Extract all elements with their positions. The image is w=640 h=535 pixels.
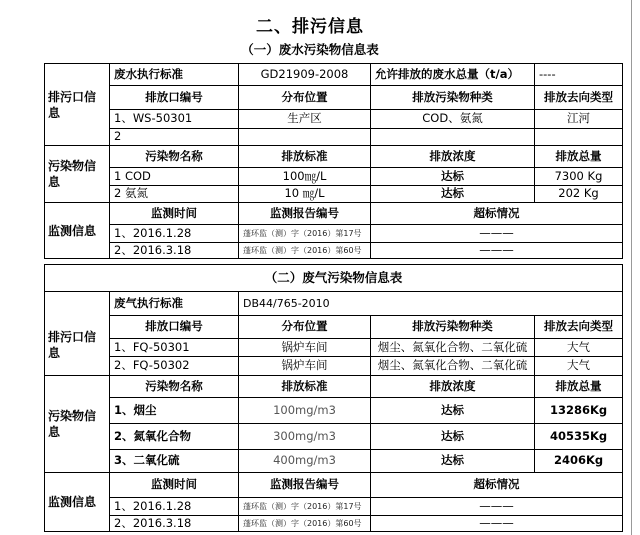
- page-edge-line: [631, 0, 632, 535]
- pollutant-name: 3、二氧化硫: [110, 450, 239, 473]
- monitor-exceedance: ———: [371, 225, 623, 243]
- outlet-destination: 江河: [535, 110, 623, 129]
- std-value: GD21909-2008: [239, 64, 371, 86]
- column-header: 排放标准: [239, 376, 371, 398]
- page-title: 二、排污信息: [256, 17, 364, 37]
- outlet-location: 锅炉车间: [239, 339, 371, 357]
- table-row: [45, 225, 623, 243]
- pollutant-name: 1 COD: [110, 168, 239, 186]
- wastewater-table: [44, 63, 623, 259]
- column-header: 排放口编号: [110, 316, 239, 339]
- pollutant-total: 2406Kg: [535, 450, 623, 473]
- column-header: 监测时间: [110, 203, 239, 225]
- table-row: [45, 424, 623, 450]
- pollutant-name: 2 氨氮: [110, 186, 239, 203]
- monitor-exceedance: ———: [371, 516, 623, 532]
- outlet-destination: [535, 129, 623, 146]
- section-outlet-info: 排污口信息: [45, 64, 110, 146]
- pollutant-name: 1、烟尘: [110, 398, 239, 424]
- exhaust-gas-table-title: （二）废气污染物信息表: [45, 265, 623, 292]
- table-row: [45, 168, 623, 186]
- outlet-id: 2、FQ-50302: [110, 357, 239, 376]
- outlet-pollutants: COD、氨氮: [371, 110, 535, 129]
- wastewater-table-title: （一）废水污染物信息表: [241, 42, 379, 57]
- column-header: 排放浓度: [371, 146, 535, 168]
- monitor-date: 2、2016.3.18: [110, 243, 239, 259]
- table-row: [45, 110, 623, 129]
- column-header: 监测时间: [110, 473, 239, 498]
- column-header: 分布位置: [239, 316, 371, 339]
- table-row: [45, 357, 623, 376]
- table-row: [45, 129, 623, 146]
- pollutant-standard: 10 ㎎/L: [239, 186, 371, 203]
- column-header: 超标情况: [371, 473, 623, 498]
- pollutant-standard: 400mg/m3: [239, 450, 371, 473]
- monitor-report-number: 蓬环监（测）字（2016）第17号: [239, 498, 371, 516]
- monitor-exceedance: ———: [371, 243, 623, 259]
- monitor-date: 1、2016.1.28: [110, 225, 239, 243]
- pollutant-concentration: 达标: [371, 424, 535, 450]
- table-row: [45, 339, 623, 357]
- outlet-location: 锅炉车间: [239, 357, 371, 376]
- std-label: 废气执行标准: [110, 292, 239, 316]
- table-row: [45, 186, 623, 203]
- monitor-report-number: 蓬环监（测）字（2016）第60号: [239, 516, 371, 532]
- outlet-destination: 大气: [535, 339, 623, 357]
- monitor-date: 2、2016.3.18: [110, 516, 239, 532]
- std-label: 废水执行标准: [110, 64, 239, 86]
- column-header: 排放总量: [535, 146, 623, 168]
- column-header: 排放总量: [535, 376, 623, 398]
- section-monitoring-info: 监测信息: [45, 203, 110, 259]
- column-header: 排放去向类型: [535, 86, 623, 110]
- section-pollutant-info: 污染物信息: [45, 376, 110, 473]
- outlet-pollutants: [371, 129, 535, 146]
- column-header: 监测报告编号: [239, 203, 371, 225]
- section-pollutant-info: 污染物信息: [45, 146, 110, 203]
- column-header: 排放标准: [239, 146, 371, 168]
- table-row: [45, 516, 623, 532]
- column-header: 排放浓度: [371, 376, 535, 398]
- column-header: 污染物名称: [110, 146, 239, 168]
- column-header: 排放污染物种类: [371, 86, 535, 110]
- table-row: [45, 398, 623, 424]
- outlet-location: 生产区: [239, 110, 371, 129]
- pollutant-concentration: 达标: [371, 186, 535, 203]
- pollutant-concentration: 达标: [371, 168, 535, 186]
- pollutant-total: 202 Kg: [535, 186, 623, 203]
- pollutant-total: 13286Kg: [535, 398, 623, 424]
- monitor-report-number: 蓬环监（测）字（2016）第17号: [239, 225, 371, 243]
- pollutant-name: 2、氮氧化合物: [110, 424, 239, 450]
- allowed-total-label: 允许排放的废水总量（t/a）: [371, 64, 535, 86]
- table-row: [45, 498, 623, 516]
- monitor-report-number: 蓬环监（测）字（2016）第60号: [239, 243, 371, 259]
- outlet-pollutants: 烟尘、氮氧化合物、二氧化硫: [371, 357, 535, 376]
- std-value: DB44/765-2010: [239, 292, 623, 316]
- outlet-location: [239, 129, 371, 146]
- allowed-total-value: ----: [535, 64, 623, 86]
- section-outlet-info: 排污口信息: [45, 316, 110, 376]
- outlet-id: 1、WS-50301: [110, 110, 239, 129]
- column-header: 排放口编号: [110, 86, 239, 110]
- pollutant-total: 7300 Kg: [535, 168, 623, 186]
- pollutant-concentration: 达标: [371, 450, 535, 473]
- monitor-date: 1、2016.1.28: [110, 498, 239, 516]
- exhaust-gas-table: [44, 264, 623, 532]
- column-header: 排放去向类型: [535, 316, 623, 339]
- section-monitoring-info: 监测信息: [45, 473, 110, 532]
- column-header: 污染物名称: [110, 376, 239, 398]
- pollutant-standard: 100㎎/L: [239, 168, 371, 186]
- outlet-id: 1、FQ-50301: [110, 339, 239, 357]
- outlet-pollutants: 烟尘、氮氧化合物、二氧化硫: [371, 339, 535, 357]
- outlet-destination: 大气: [535, 357, 623, 376]
- pollutant-standard: 100mg/m3: [239, 398, 371, 424]
- column-header: 监测报告编号: [239, 473, 371, 498]
- column-header: 排放污染物种类: [371, 316, 535, 339]
- pollutant-standard: 300mg/m3: [239, 424, 371, 450]
- column-header: 分布位置: [239, 86, 371, 110]
- column-header: 超标情况: [371, 203, 623, 225]
- monitor-exceedance: ———: [371, 498, 623, 516]
- pollutant-total: 40535Kg: [535, 424, 623, 450]
- outlet-id: 2: [110, 129, 239, 146]
- pollutant-concentration: 达标: [371, 398, 535, 424]
- table-row: [45, 450, 623, 473]
- table-row: [45, 243, 623, 259]
